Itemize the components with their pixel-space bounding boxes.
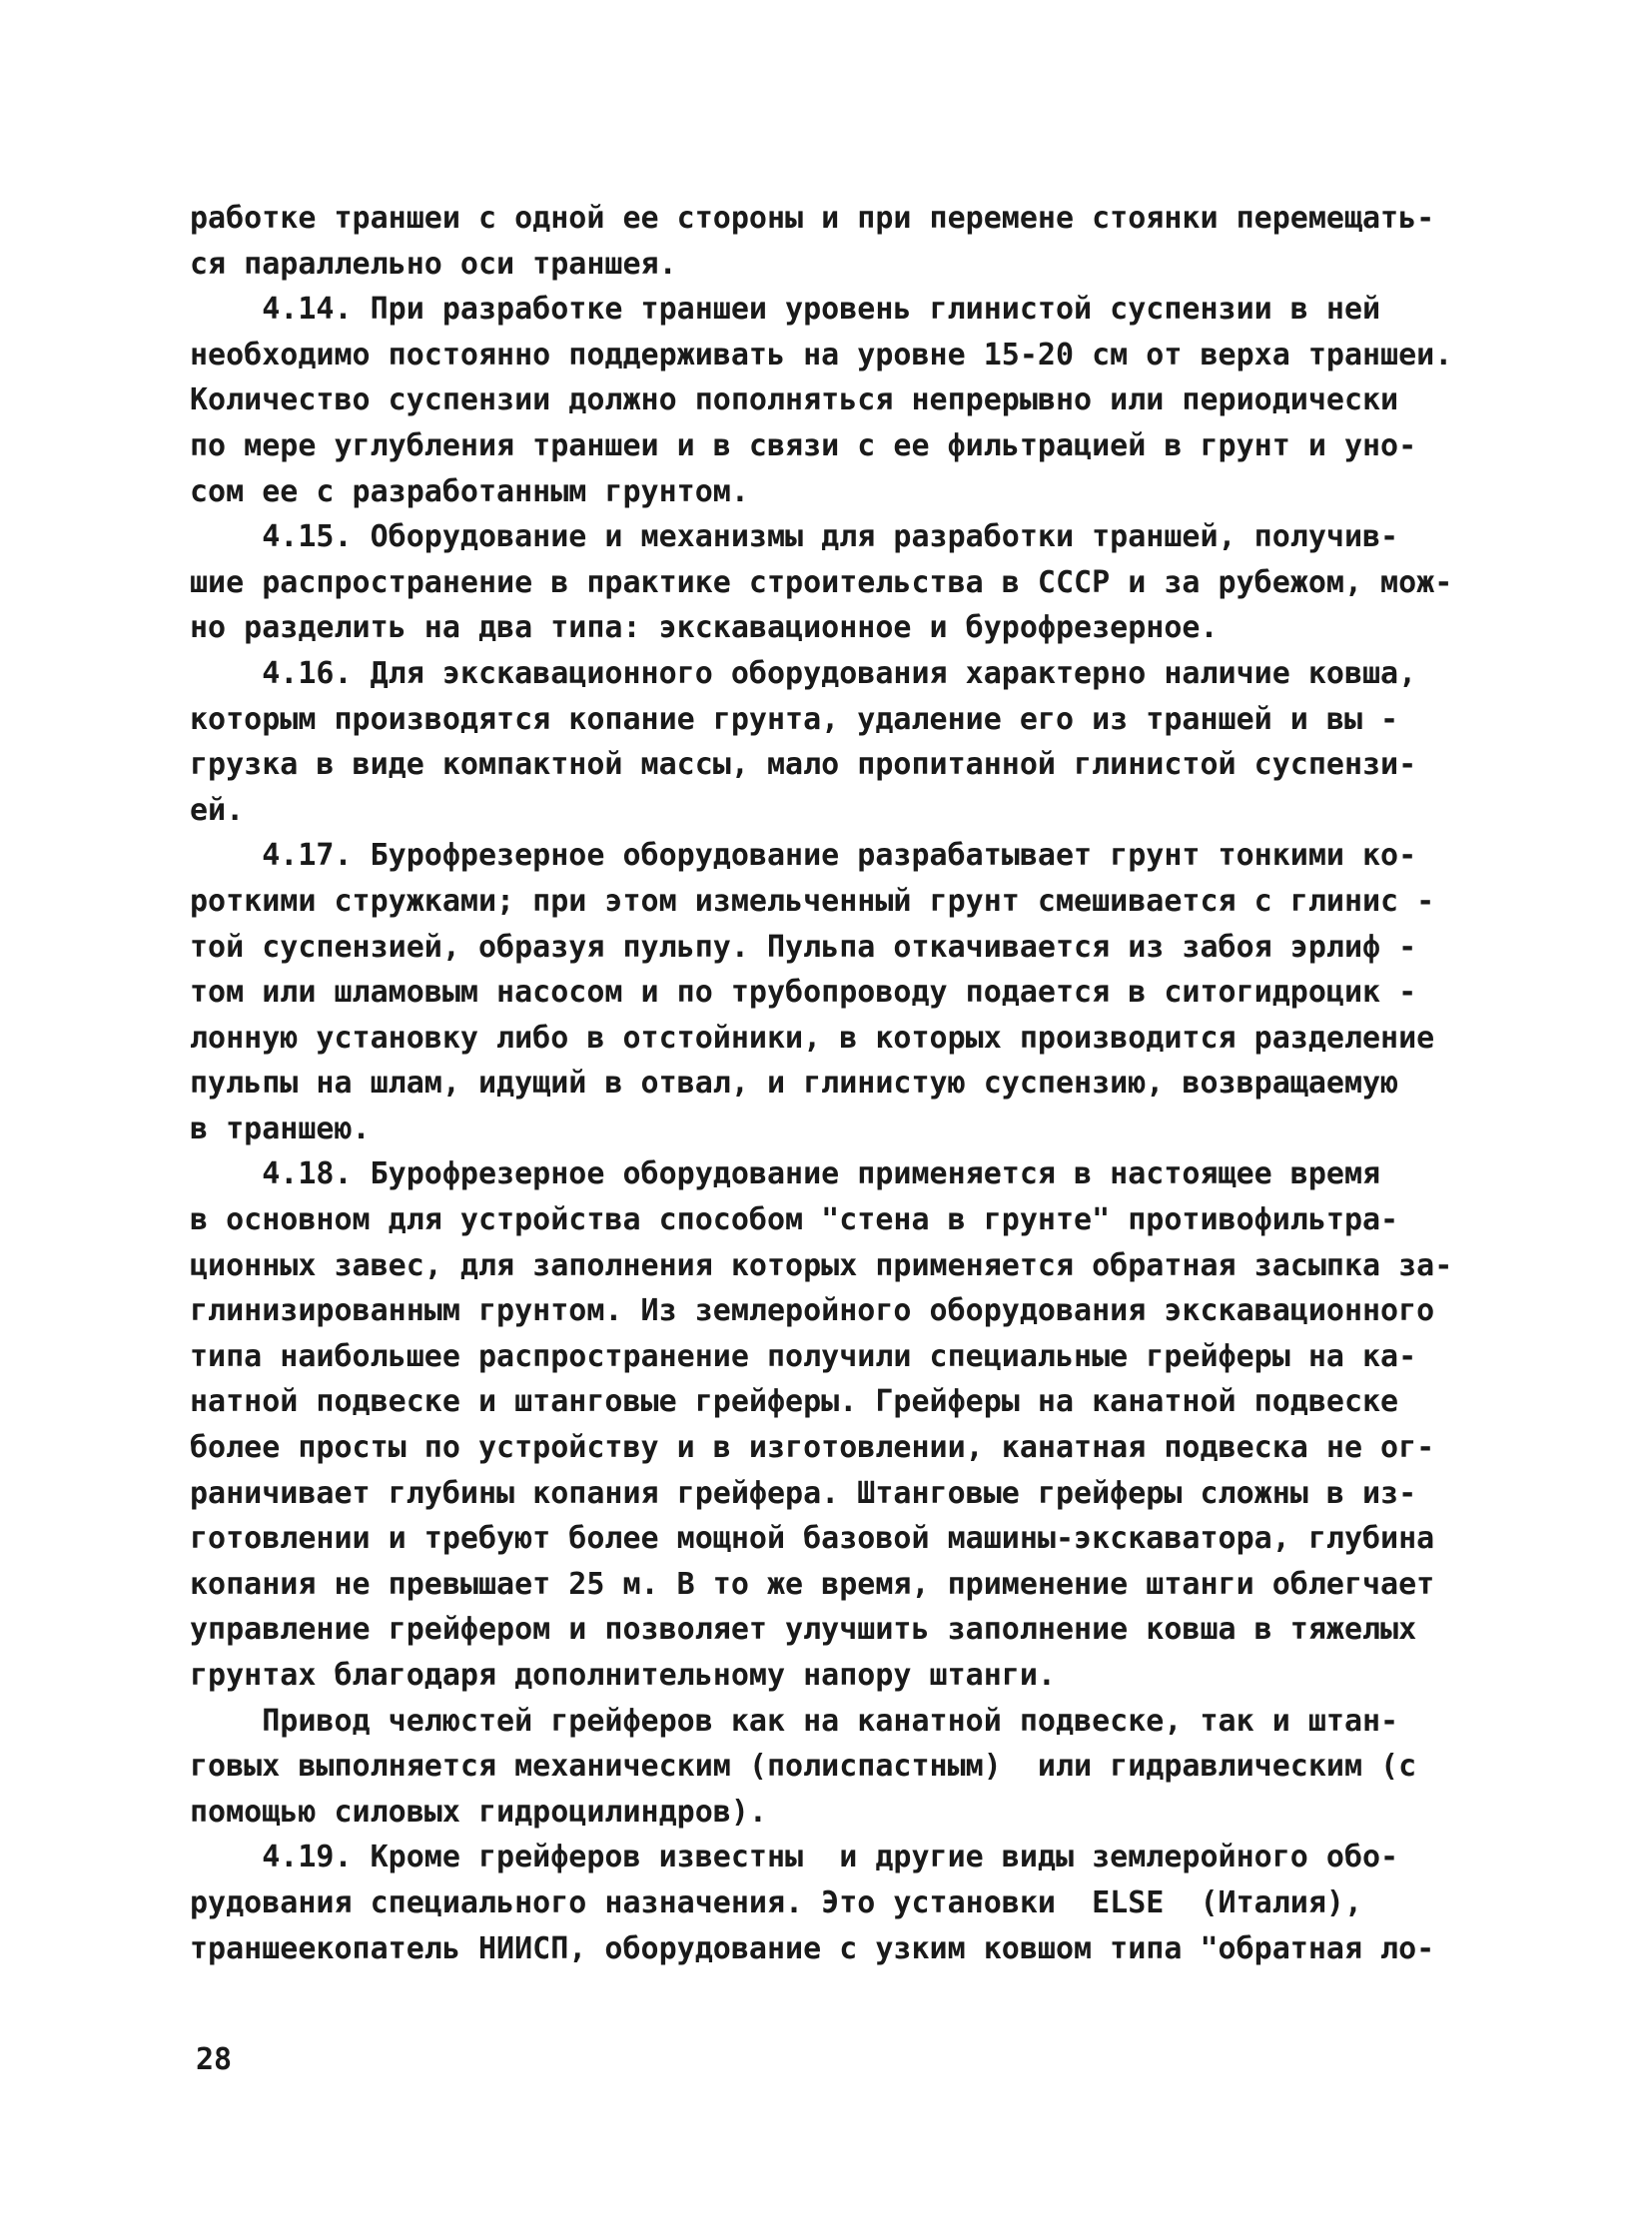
text-line: ся параллельно оси траншея. — [190, 246, 677, 282]
text-line: той суспензией, образуя пульпу. Пульпа откачивается из забоя эрлиф - — [190, 929, 1417, 965]
text-line: которым производятся копание грунта, удаление его из траншей и вы - — [190, 701, 1399, 737]
text-line: пульпы на шлам, идущий в отвал, и глинистую суспензию, возвращаемую — [190, 1066, 1399, 1102]
text-line: грузка в виде компактной массы, мало пропитанной глинистой суспензи- — [190, 747, 1417, 783]
text-line: глинизированным грунтом. Из землеройного оборудования экскавационного — [190, 1293, 1435, 1329]
text-line: ей. — [190, 792, 245, 828]
text-line: Привод челюстей грейферов как на канатной подвеске, так и штан- — [190, 1703, 1399, 1739]
body-text — [190, 196, 1478, 1971]
text-line: копания не превышает 25 м. В то же время, применение штанги облегчает — [190, 1566, 1435, 1602]
text-line: шие распространение в практике строительства в СССР и за рубежом, мож- — [190, 564, 1453, 600]
text-line: говых выполняется механическим (полиспастным) или гидравлическим (с — [190, 1749, 1417, 1785]
text-line: рудования специального назначения. Это установки ELSE (Италия), — [190, 1884, 1362, 1920]
text-line: раничивает глубины копания грейфера. Штанговые грейферы сложны в из- — [190, 1475, 1417, 1511]
text-line: помощью силовых гидроцилиндров). — [190, 1794, 767, 1830]
text-line: 4.19. Кроме грейферов известны и другие виды землеройного обо- — [190, 1840, 1399, 1875]
text-line: траншеекопатель НИИСП, оборудование с узким ковшом типа "обратная ло- — [190, 1930, 1435, 1966]
text-line: по мере углубления траншеи и в связи с ее фильтрацией в грунт и уно- — [190, 427, 1417, 463]
text-line: лонную установку либо в отстойники, в которых производится разделение — [190, 1020, 1435, 1056]
text-line: грунтах благодаря дополнительному напору штанги. — [190, 1658, 1056, 1693]
text-line: сом ее с разработанным грунтом. — [190, 473, 749, 509]
text-line: необходимо постоянно поддерживать на уровне 15-20 см от верха траншеи. — [190, 337, 1453, 373]
text-line: 4.14. При разработке траншеи уровень глинистой суспензии в ней — [190, 292, 1381, 328]
text-line: управление грейфером и позволяет улучшить заполнение ковша в тяжелых — [190, 1612, 1417, 1648]
text-line: в траншею. — [190, 1111, 371, 1146]
text-line: но разделить на два типа: экскавационное и бурофрезерное. — [190, 610, 1219, 646]
text-line: натной подвеске и штанговые грейферы. Грейферы на канатной подвеске — [190, 1384, 1399, 1420]
text-line: том или шламовым насосом и по трубопроводу подается в ситогидроцик - — [190, 975, 1417, 1011]
text-line: 4.16. Для экскавационного оборудования характерно наличие ковша, — [190, 655, 1417, 691]
text-line: 4.17. Бурофрезерное оборудование разрабатывает грунт тонкими ко- — [190, 838, 1417, 874]
text-line: в основном для устройства способом "стена в грунте" противофильтра- — [190, 1202, 1399, 1238]
text-line: роткими стружками; при этом измельченный грунт смешивается с глинис - — [190, 883, 1435, 919]
text-line: работке траншеи с одной ее стороны и при перемене стоянки перемещать- — [190, 201, 1435, 236]
page-number: 28 — [196, 2042, 233, 2077]
text-line: более просты по устройству и в изготовлении, канатная подвеска не ог- — [190, 1430, 1435, 1466]
text-line: готовлении и требуют более мощной базовой машины-экскаватора, глубина — [190, 1521, 1435, 1557]
text-line: типа наибольшее распространение получили специальные грейферы на ка- — [190, 1338, 1417, 1374]
text-line: 4.15. Оборудование и механизмы для разработки траншей, получив- — [190, 519, 1399, 555]
text-line: ционных завес, для заполнения которых применяется обратная засыпка за- — [190, 1247, 1453, 1283]
text-line: 4.18. Бурофрезерное оборудование применяется в настоящее время — [190, 1156, 1381, 1192]
text-line: Количество суспензии должно пополняться непрерывно или периодически — [190, 382, 1399, 418]
